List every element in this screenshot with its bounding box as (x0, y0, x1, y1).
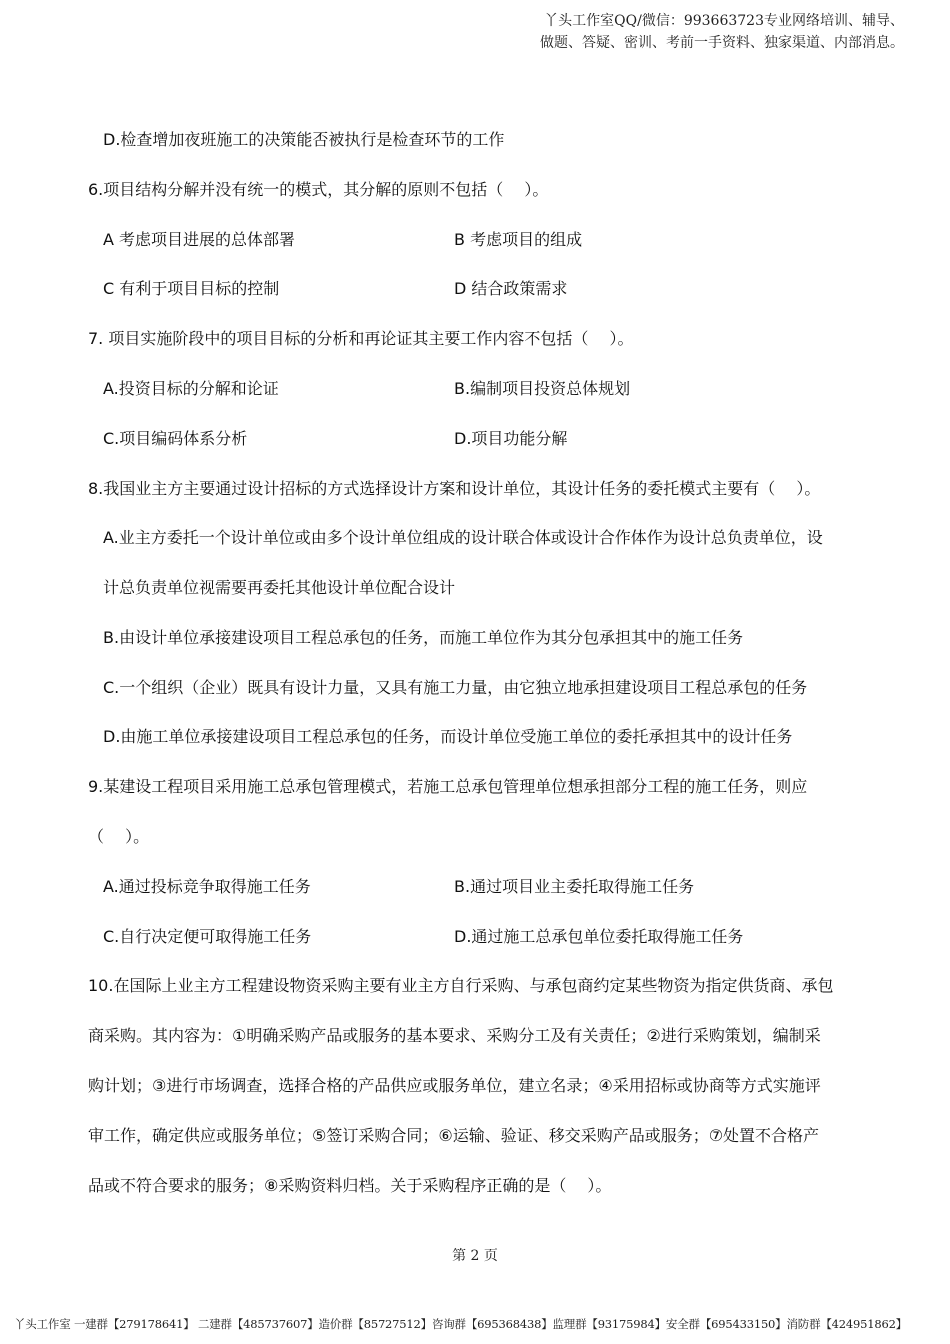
q9-stem-line-2: （ ）。 (88, 827, 150, 846)
page-header (540, 10, 904, 54)
q7-option-a: A.投资目标的分解和论证 (103, 379, 279, 398)
q10-line-3: 购计划；③进行市场调查，选择合格的产品供应或服务单位，建立名录；④采用招标或协商等方式实施评 (88, 1076, 821, 1095)
q10-line-5: 品或不符合要求的服务；⑧采购资料归档。关于采购程序正确的是（ ）。 (88, 1176, 612, 1195)
q10-line-2: 商采购。其内容为：①明确采购产品或服务的基本要求、采购分工及有关责任；②进行采购策划，编制采 (88, 1026, 821, 1045)
page-number: 第 2 页 (452, 1248, 498, 1264)
q6-option-a: A 考虑项目进展的总体部署 (103, 230, 296, 249)
q7-stem: 7. 项目实施阶段中的项目目标的分析和再论证其主要工作内容不包括（ ）。 (88, 329, 634, 348)
q10-line-4: 审工作，确定供应或服务单位；⑤签订采购合同；⑥运输、验证、移交采购产品或服务；⑦处置不合格产 (88, 1126, 820, 1145)
q6-option-c: C 有利于项目目标的控制 (103, 279, 280, 298)
q9-option-a: A.通过投标竞争取得施工任务 (103, 877, 311, 896)
q8-stem: 8.我国业主方主要通过设计招标的方式选择设计方案和设计单位，其设计任务的委托模式主要有（ ）。 (88, 479, 821, 498)
q8-option-a-line-1: A.业主方委托一个设计单位或由多个设计单位组成的设计联合体或设计合作体作为设计总负责单位，设 (103, 528, 823, 547)
q5-option-d: D.检查增加夜班施工的决策能否被执行是检查环节的工作 (103, 130, 505, 149)
q9-option-c: C.自行决定便可取得施工任务 (103, 927, 312, 946)
q9-option-b: B.通过项目业主委托取得施工任务 (454, 877, 695, 896)
q8-option-d: D.由施工单位承接建设项目工程总承包的任务，而设计单位受施工单位的委托承担其中的设计任务 (103, 727, 793, 746)
q8-option-a-line-2: 计总负责单位视需要再委托其他设计单位配合设计 (103, 578, 456, 597)
header-line-2: 做题、答疑、密训、考前一手资料、独家渠道、内部消息。 (540, 35, 904, 51)
q6-option-b: B 考虑项目的组成 (454, 230, 583, 249)
q6-option-d: D 结合政策需求 (454, 279, 568, 298)
q8-option-b: B.由设计单位承接建设项目工程总承包的任务，而施工单位作为其分包承担其中的施工任务 (103, 628, 744, 647)
q7-option-b: B.编制项目投资总体规划 (454, 379, 631, 398)
header-line-1: 丫头工作室QQ/微信：993663723专业网络培训、辅导、 (544, 13, 904, 29)
q7-option-c: C.项目编码体系分析 (103, 429, 248, 448)
q9-option-d: D.通过施工总承包单位委托取得施工任务 (454, 927, 744, 946)
page-footer: 丫头工作室 一建群【279178641】 二建群【485737607】造价群【85727512】咨询群【695368438】监理群【93175984】安全群【695433150】消防群【424951862】 (14, 1317, 908, 1331)
q10-line-1: 10.在国际上业主方工程建设物资采购主要有业主方自行采购、与承包商约定某些物资为指定供货商、承包 (88, 976, 834, 995)
q8-option-c: C.一个组织（企业）既具有设计力量，又具有施工力量，由它独立地承担建设项目工程总承包的任务 (103, 678, 808, 697)
q9-stem-line-1: 9.某建设工程项目采用施工总承包管理模式，若施工总承包管理单位想承担部分工程的施工任务，则应 (88, 777, 808, 796)
q6-stem: 6.项目结构分解并没有统一的模式，其分解的原则不包括（ ）。 (88, 180, 549, 199)
q7-option-d: D.项目功能分解 (454, 429, 568, 448)
